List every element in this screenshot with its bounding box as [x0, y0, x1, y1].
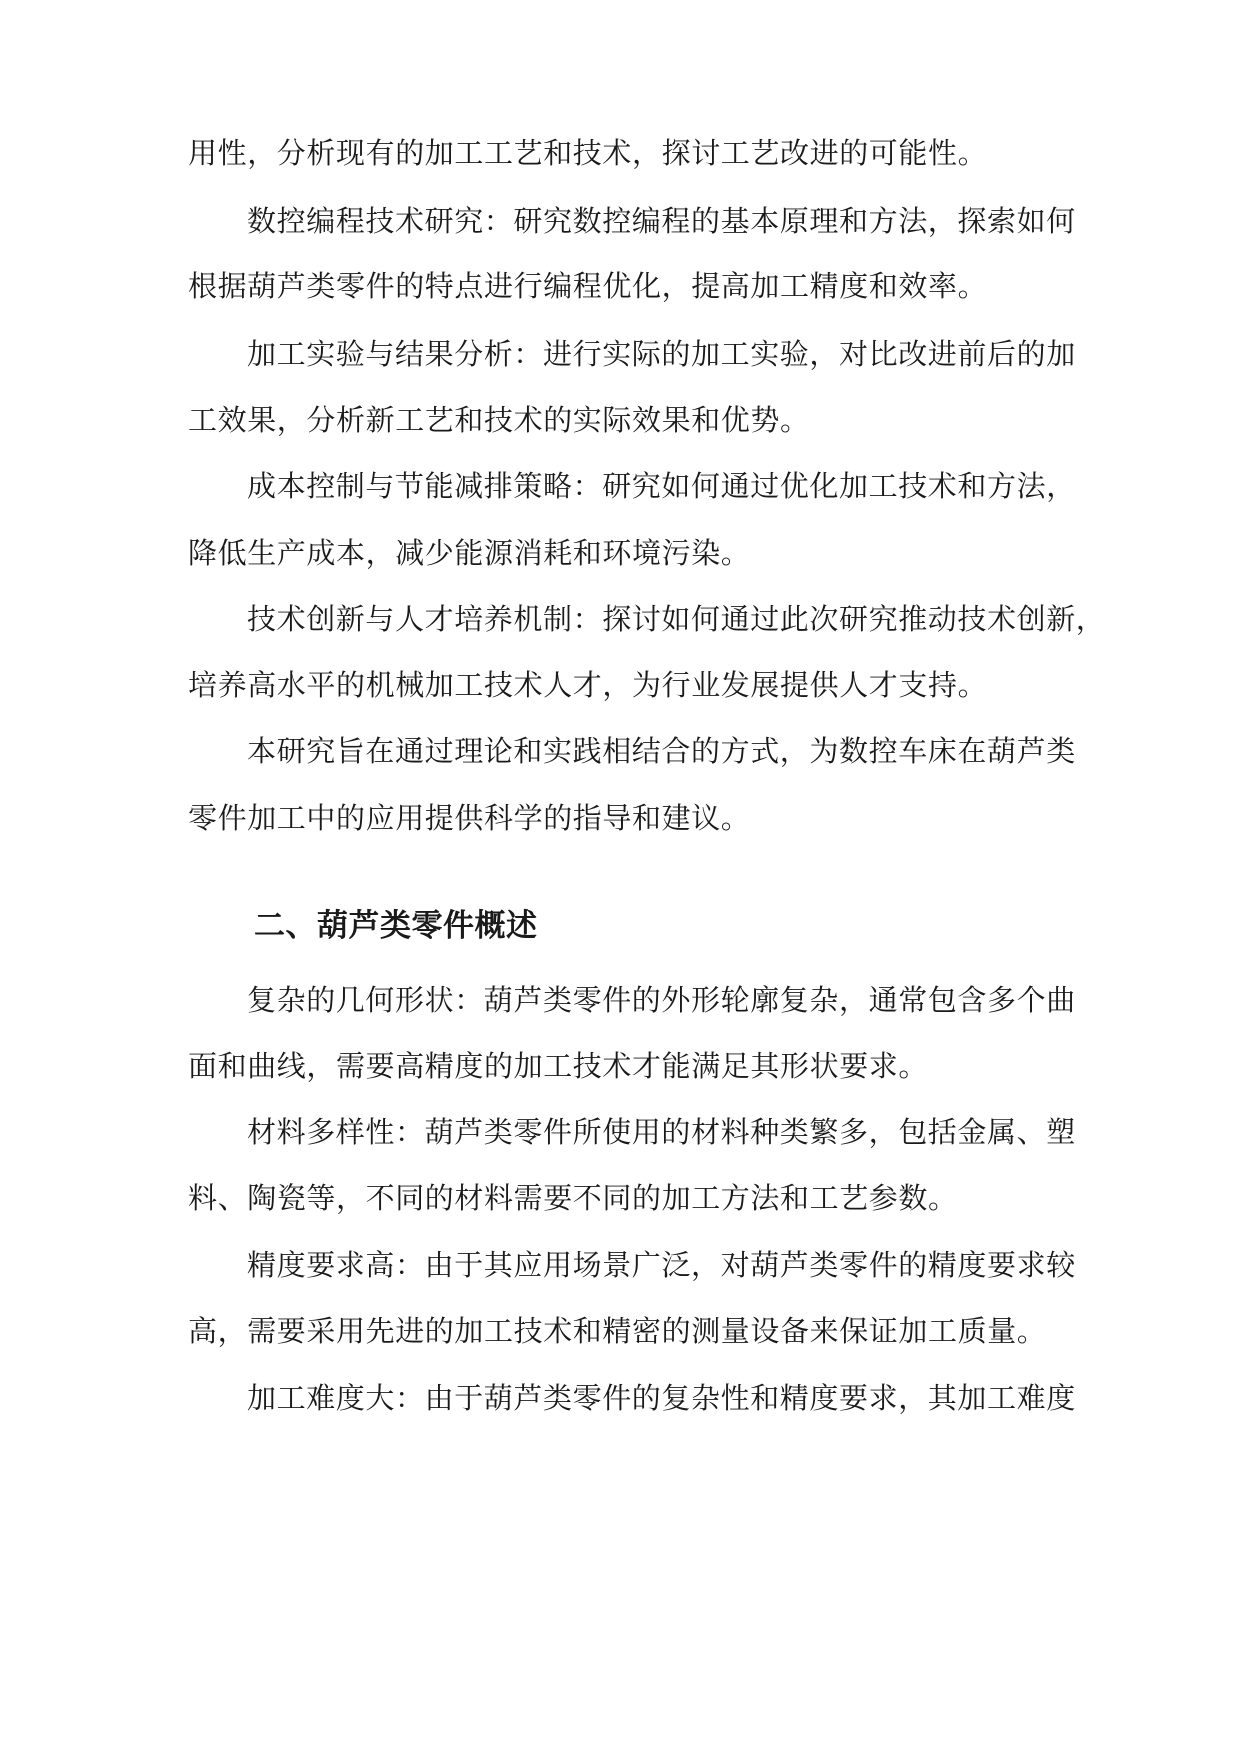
paragraph-line: 数控编程技术研究：研究数控编程的基本原理和方法，探索如何: [247, 204, 1076, 238]
paragraph-line: 加工实验与结果分析：进行实际的加工实验，对比改进前后的加: [247, 337, 1076, 371]
paragraph-line: 根据葫芦类零件的特点进行编程优化，提高加工精度和效率。: [188, 269, 988, 303]
paragraph-line: 高，需要采用先进的加工技术和精密的测量设备来保证加工质量。: [188, 1314, 1047, 1348]
paragraph-line: 零件加工中的应用提供科学的指导和建议。: [188, 801, 751, 835]
paragraph-line: 降低生产成本，减少能源消耗和环境污染。: [188, 536, 751, 570]
paragraph-line: 本研究旨在通过理论和实践相结合的方式，为数控车床在葫芦类: [247, 734, 1076, 768]
paragraph-line: 精度要求高：由于其应用场景广泛，对葫芦类零件的精度要求较: [247, 1248, 1076, 1282]
paragraph-line: 用性，分析现有的加工工艺和技术，探讨工艺改进的可能性。: [188, 136, 988, 170]
section-heading: 二、葫芦类零件概述: [254, 908, 538, 944]
paragraph-line: 成本控制与节能减排策略：研究如何通过优化加工技术和方法，: [247, 469, 1076, 503]
paragraph-line: 培养高水平的机械加工技术人才，为行业发展提供人才支持。: [188, 668, 988, 702]
paragraph-line: 材料多样性：葫芦类零件所使用的材料种类繁多，包括金属、塑: [247, 1115, 1076, 1149]
paragraph-line: 技术创新与人才培养机制：探讨如何通过此次研究推动技术创新，: [247, 602, 1106, 636]
paragraph-line: 复杂的几何形状：葫芦类零件的外形轮廓复杂，通常包含多个曲: [247, 983, 1076, 1017]
paragraph-line: 面和曲线，需要高精度的加工技术才能满足其形状要求。: [188, 1049, 929, 1083]
paragraph-line: 加工难度大：由于葫芦类零件的复杂性和精度要求，其加工难度: [247, 1381, 1076, 1415]
paragraph-line: 料、陶瓷等，不同的材料需要不同的加工方法和工艺参数。: [188, 1181, 958, 1215]
paragraph-line: 工效果，分析新工艺和技术的实际效果和优势。: [188, 403, 810, 437]
